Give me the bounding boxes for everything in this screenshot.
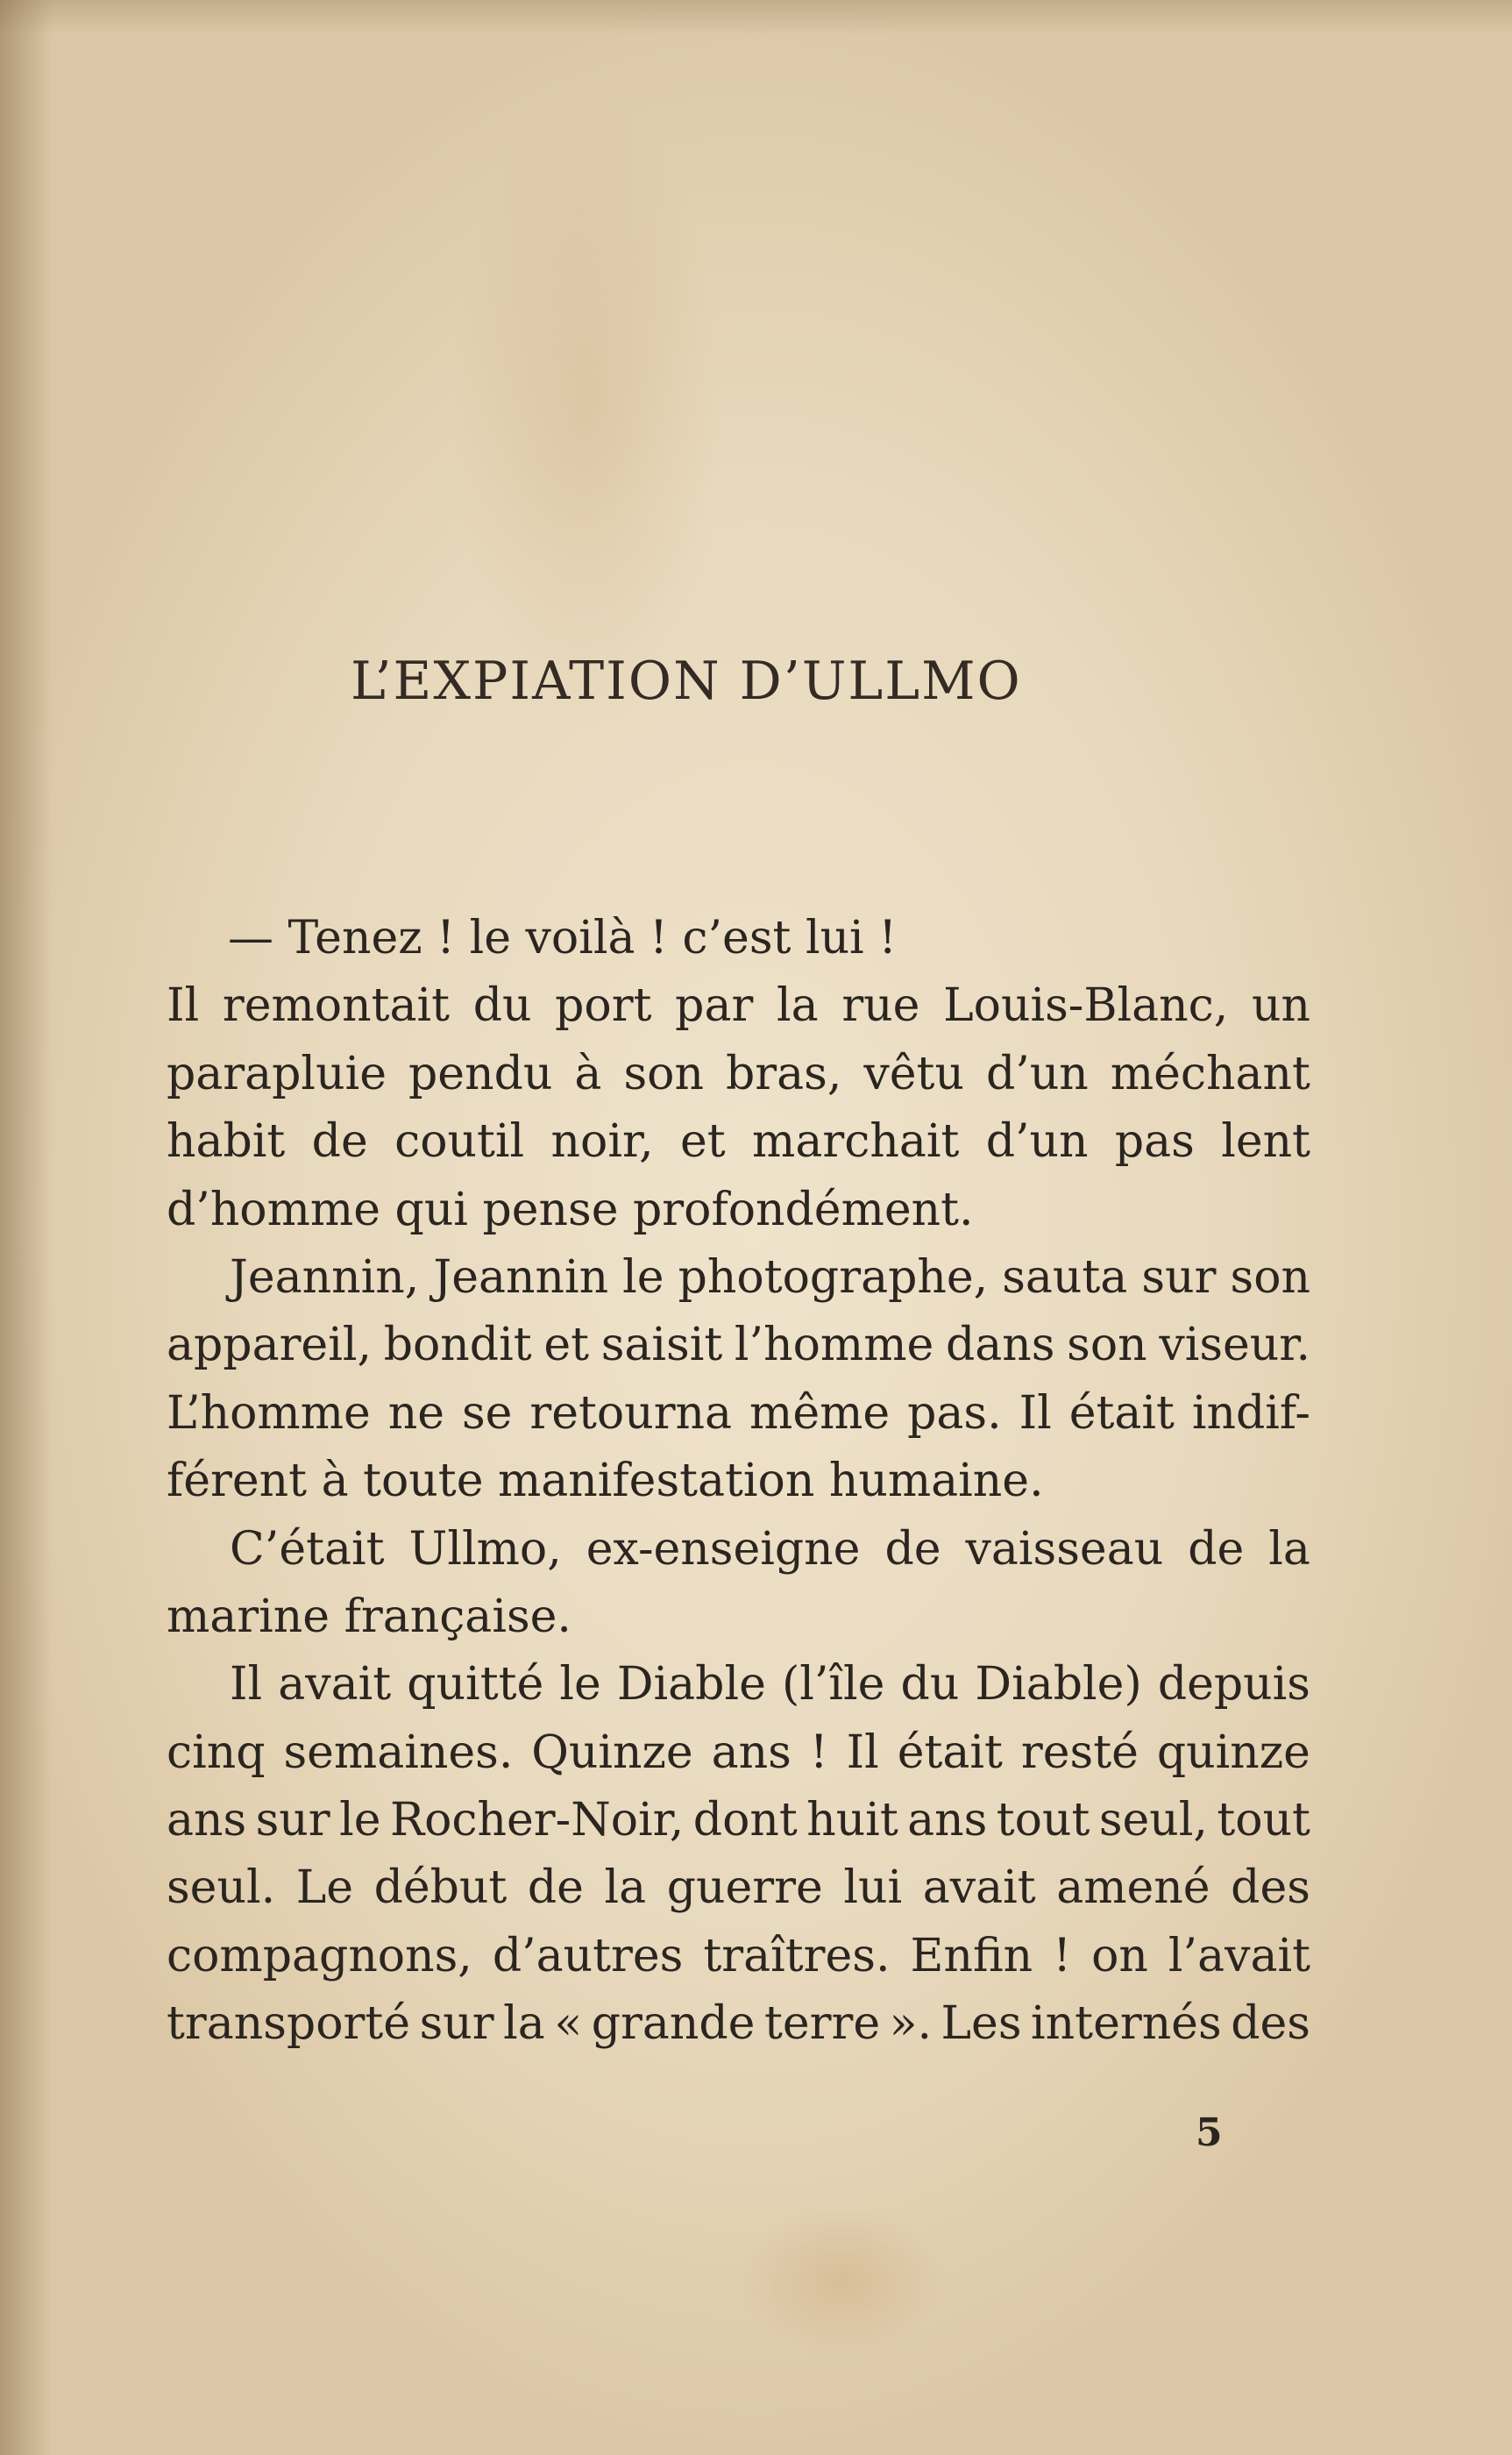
word: Diable) [975,1658,1142,1711]
word: était [1068,1386,1175,1440]
word: indif- [1191,1386,1310,1440]
word: depuis [1157,1658,1310,1711]
word: vêtu [863,1047,964,1100]
word: Il [230,1658,263,1711]
word: bras, [725,1047,842,1100]
text-line: férent à toute manifestation humaine. [167,1455,1044,1508]
word: d’un [986,1047,1089,1100]
word: huit [806,1794,898,1847]
word: appareil, [167,1319,372,1372]
word: on [1091,1929,1148,1982]
word: du [472,979,532,1033]
text-line [167,1516,1310,1583]
text-line [167,1244,1310,1312]
text-line [167,1787,1310,1854]
word: Jeannin [433,1250,609,1304]
word: avait [278,1658,392,1711]
text-line: marine française. [167,1590,571,1643]
word: du [900,1658,960,1711]
page-edge-shadow [0,0,53,2455]
word: habit [167,1115,286,1169]
word: Les [941,1997,1022,2051]
page-top-shadow [0,0,1512,35]
word: cinq [167,1726,266,1779]
word: internés [1031,1997,1222,2051]
word: Enfin [910,1929,1033,1982]
word: amené [1056,1861,1210,1915]
word: avait [922,1861,1036,1915]
word: remontait [222,979,451,1033]
word: la [777,979,819,1033]
word: viseur. [1159,1319,1310,1372]
word: dans [945,1319,1055,1372]
word: ans [711,1726,791,1779]
text-line [167,1990,1310,2058]
word: et [680,1115,726,1169]
word: ne [387,1386,444,1440]
word: ! [809,1726,828,1779]
word: ex-enseigne [586,1522,861,1576]
word: transporté [167,1997,411,2051]
word: port [555,979,652,1033]
word: début [373,1861,508,1915]
page-number: 5 [1196,2110,1223,2155]
word: vaisseau [965,1522,1164,1576]
word: grande [591,1997,756,2051]
word: parapluie [167,1047,387,1100]
word: compagnons, [167,1929,472,1982]
word: L’homme [167,1386,371,1440]
word: son [623,1047,704,1100]
word: pas. [907,1386,1002,1440]
word: Ullmo, [408,1522,562,1576]
word: la [604,1861,647,1915]
word: Diable [616,1658,766,1711]
text-line [167,1719,1310,1787]
word: était [897,1726,1003,1779]
word: « [554,1997,583,2051]
word: d’autres [492,1929,684,1982]
word: quinze [1156,1726,1310,1779]
word: Louis-Blanc, [943,979,1229,1033]
word: lui [843,1861,903,1915]
word: coutil [394,1115,525,1169]
word: ans [907,1794,988,1847]
word: Quinze [531,1726,693,1779]
text-line: d’homme qui pense profondément. [167,1183,974,1236]
word: le [339,1794,381,1847]
word: l’avait [1168,1929,1310,1982]
word: quitté [407,1658,544,1711]
word: (l’île [781,1658,885,1711]
word: sur [255,1794,330,1847]
chapter-title: L’EXPIATION D’ULLMO [351,651,1022,712]
word: retourna [529,1386,733,1440]
word: sauta [1002,1250,1128,1304]
word: Il [1019,1386,1052,1440]
word: marchait [752,1115,960,1169]
word: Il [846,1726,879,1779]
text-line [167,1380,1310,1448]
word: de [884,1522,941,1576]
word: par [675,979,754,1033]
text-line [167,972,1310,1040]
word: ! [1053,1929,1072,1982]
word: méchant [1110,1047,1310,1100]
text-line [167,1312,1310,1379]
word: dont [692,1794,798,1847]
text-line [167,1041,1310,1108]
word: tout [996,1794,1090,1847]
word: terre [763,1997,881,2051]
word: resté [1020,1726,1139,1779]
word: l’homme [734,1319,934,1372]
text-line [167,1854,1310,1922]
text-line [167,1923,1310,1990]
word: traîtres. [703,1929,891,1982]
word: même [749,1386,891,1440]
word: guerre [666,1861,823,1915]
word: Rocher-Noir, [389,1794,685,1847]
word: de [527,1861,584,1915]
word: pas [1114,1115,1195,1169]
word: ». [889,1997,932,2051]
word: son [1230,1250,1310,1304]
text-line [167,1108,1310,1176]
body-text [167,905,1310,2059]
word: des [1231,1997,1310,2051]
word: son [1067,1319,1147,1372]
text-line: — Tenez ! le voilà ! c’est lui ! [228,912,898,964]
word: ans [167,1794,247,1847]
word: et [543,1319,589,1372]
word: sur [1141,1250,1217,1304]
word: rue [841,979,920,1033]
word: se [461,1386,513,1440]
word: d’un [985,1115,1089,1169]
word: C’était [230,1522,385,1576]
word: à [574,1047,602,1100]
word: pendu [408,1047,553,1100]
word: des [1231,1861,1310,1915]
word: Il [167,979,200,1033]
word: de [311,1115,368,1169]
word: semaines. [283,1726,514,1779]
text-line [167,1651,1310,1718]
word: Le [295,1861,353,1915]
word: tout [1217,1794,1310,1847]
word: bondit [383,1319,532,1372]
word: la [1268,1522,1310,1576]
word: le [622,1250,664,1304]
word: la [503,1997,545,2051]
word: seul. [167,1861,276,1915]
word: lent [1221,1115,1310,1169]
word: sur [419,1997,494,2051]
word: seul, [1098,1794,1208,1847]
word: un [1251,979,1310,1033]
word: noir, [550,1115,654,1169]
word: Jeannin, [230,1250,420,1304]
word: saisit [600,1319,723,1372]
word: de [1188,1522,1245,1576]
word: le [559,1658,601,1711]
word: photographe, [678,1250,989,1304]
